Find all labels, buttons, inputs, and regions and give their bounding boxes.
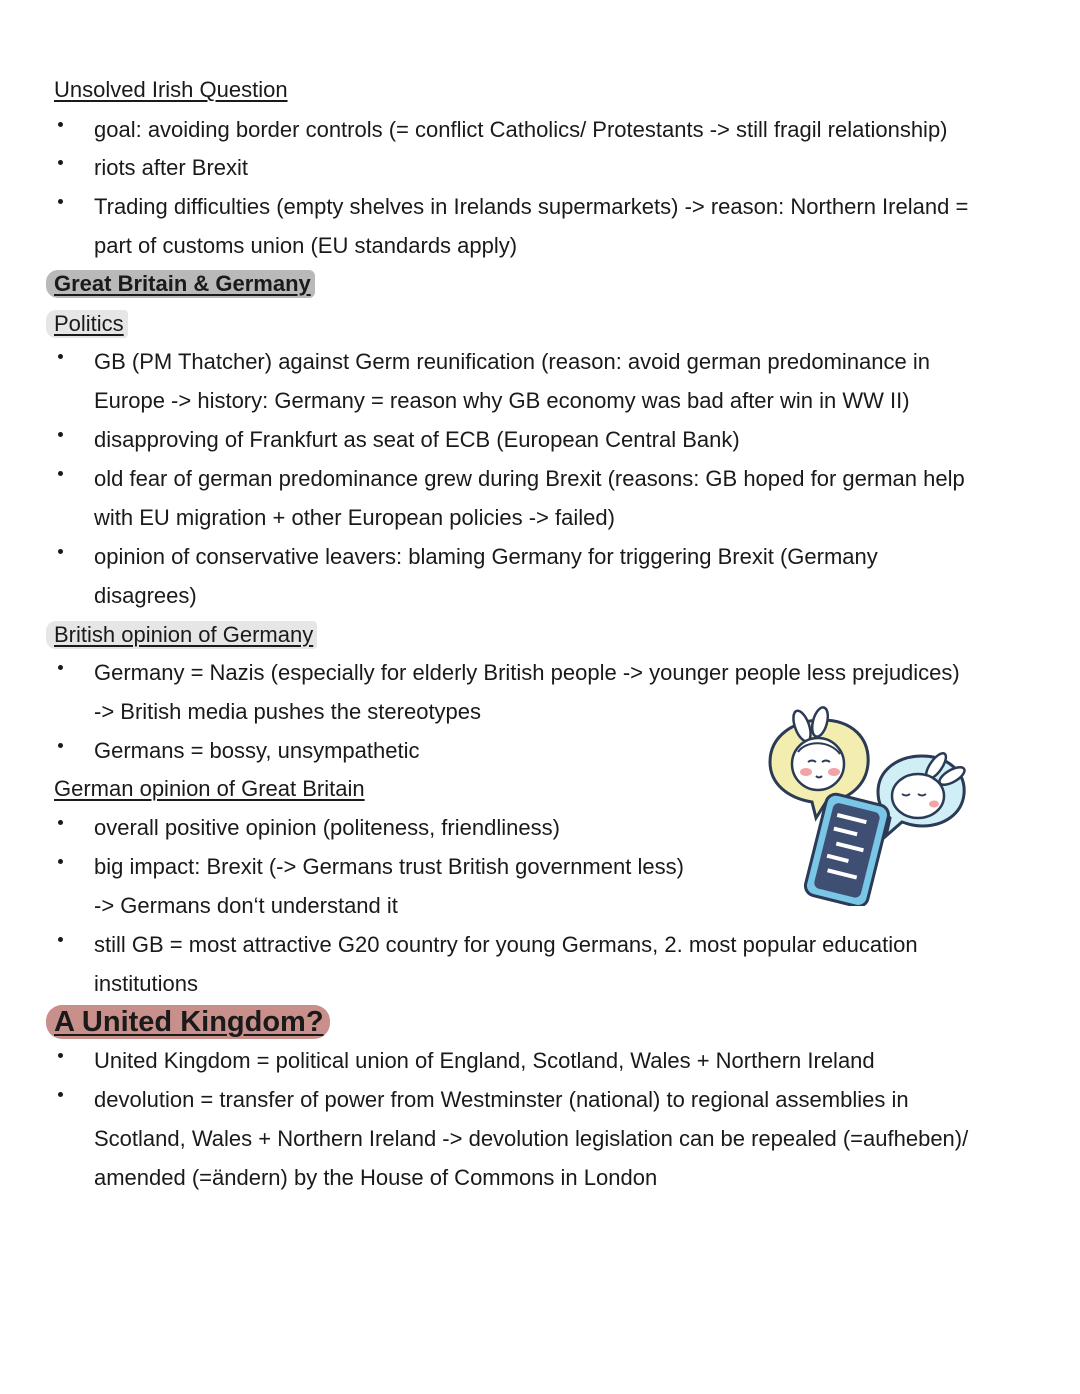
list-item-continuation: institutions	[94, 971, 198, 996]
bullet-dot	[58, 1053, 63, 1058]
bullet-dot	[58, 937, 63, 942]
bunnies-chatting-phone-icon	[760, 706, 980, 906]
heading-british-opinion: British opinion of Germany	[46, 621, 317, 649]
heading-united-kingdom: A United Kingdom?	[46, 1005, 330, 1039]
bullet-dot	[58, 160, 63, 165]
list-item-continuation: with EU migration + other European policies -> failed)	[94, 505, 615, 530]
bullet-dot	[58, 859, 63, 864]
list-item-continuation: Scotland, Wales + Northern Ireland -> devolution legislation can be repealed (=aufheben)/	[94, 1126, 969, 1151]
list-item-continuation: part of customs union (EU standards apply)	[94, 233, 518, 258]
list-item-continuation: Europe -> history: Germany = reason why GB economy was bad after win in WW II)	[94, 388, 910, 413]
bullet-dot	[58, 432, 63, 437]
bullet-dot	[58, 471, 63, 476]
list-item-continuation: amended (=ändern) by the House of Commons in London	[94, 1165, 658, 1190]
bullet-dot	[58, 665, 63, 670]
heading-german-opinion: German opinion of Great Britain	[54, 776, 365, 801]
bullet-dot	[58, 743, 63, 748]
bullet-dot	[58, 354, 63, 359]
bullet-dot	[58, 122, 63, 127]
bullet-dot	[58, 820, 63, 825]
list-item-continuation: disagrees)	[94, 583, 197, 608]
heading-gb-germany: Great Britain & Germany	[46, 270, 315, 298]
bullet-dot	[58, 549, 63, 554]
bullet-dot	[58, 199, 63, 204]
list-item-continuation: -> Germans don‘t understand it	[94, 893, 398, 918]
heading-politics: Politics	[46, 310, 128, 338]
notes-page: Unsolved Irish Question goal: avoiding border controls (= conflict Catholics/ Protestants -> still fragil relationship) riots after Brexit Trading difficulties (empty shelves in Irelands supermarkets) -> reason: Northern Ireland = part of customs union (EU standards apply) Great Britain & Germany Politics GB (PM Thatcher) against Germ reunification (reason: avoid german predominance in Europe -> history: Germany = reason why GB economy was bad after win in WW II) disapproving of Frankfurt as seat of ECB (European Central Bank) old fear of german predominance grew during Brexit (reasons: GB hoped for german help with EU migration + other European policies -> failed) opinion of conservative leavers: blaming Germany for triggering Brexit (Germany disagrees) British opinion of Germany Germany = Nazis (especially for elderly British people -> younger people less prejudices) -> British media pushes the stereotypes Germans = bossy, unsympathetic German opinion of Great Britain overall positive opinion (politeness, friendliness) big impact: Brexit (-> Germans trust British government less) -> Germans don‘t understand it still GB = most attractive G20 country for young Germans, 2. most popular education institutions A United Kingdom? United Kingdom = political union of England, Scotland, Wales + Northern Ireland devolution = transfer of power from Westminster (national) to regional assemblies in Scotland, Wales + Northern Ireland -> devolution legislation can be repealed (=aufheben)/ amended (=ändern) by the House of Commons in London	[0, 0, 1080, 1394]
list-item-continuation: -> British media pushes the stereotypes	[94, 699, 482, 724]
heading-irish-question: Unsolved Irish Question	[54, 77, 288, 102]
bullet-dot	[58, 1092, 63, 1097]
